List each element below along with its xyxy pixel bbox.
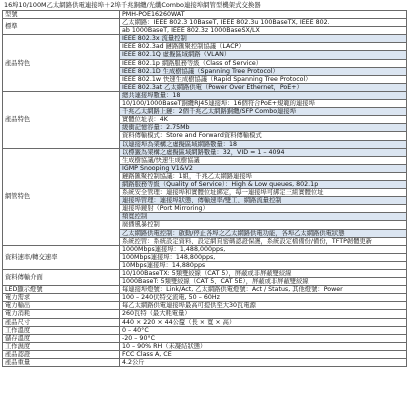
spec-label: 資料速率/轉交速率: [3, 245, 120, 269]
spec-table: [2, 10, 407, 367]
spec-value: 連接埠鏡射（Port Mirroring）: [120, 205, 407, 213]
spec-value: IEEE 802.1D 生成樹協議（Spanning Tree Protocol）: [120, 67, 407, 75]
spec-value: 緩衝記憶容量：2.75Mb: [120, 124, 407, 132]
spec-value: 系統安全管理：連接埠和實體位址綁定，每一連接埠可綁定三組實體位址: [120, 189, 407, 197]
spec-value: ab 1000BaseT, IEEE 802.3z 1000BaseSX/LX: [120, 27, 407, 35]
spec-label: 電力輸出: [3, 302, 120, 310]
spec-row: [3, 91, 407, 99]
spec-value: 10/100/1000BaseT銅纜RJ45連接埠：16個符合PoE+規範的連接埠: [120, 100, 407, 108]
spec-label: 工作濕度: [3, 342, 120, 350]
spec-value: IEEE 802.3at 乙太網路供電（Power Over Ethernet，PoE+）: [120, 83, 407, 91]
spec-label: 產品特色: [3, 91, 120, 148]
spec-value: IGMP Snooping V1&V2: [120, 164, 407, 172]
spec-label: 產品重量: [3, 359, 120, 367]
spec-value: 10 – 90% RH（未凝結狀態）: [120, 342, 407, 350]
spec-row: [3, 342, 407, 350]
spec-value: 每連接埠燈號：Link/Act, 乙太網路供電燈號：Act / Status, 其他燈號：Power: [120, 286, 407, 294]
spec-value: 10/100BaseTX: 5類雙絞線（CAT 5），屏蔽或非屏蔽雙絞線: [120, 270, 407, 278]
spec-row: [3, 148, 407, 156]
spec-row: [3, 294, 407, 302]
spec-label: 型號: [3, 11, 120, 19]
spec-value: 生成樹協議/快速生成樹協議: [120, 156, 407, 164]
spec-title: 16埠10/100M乙太網路供電連接埠＋2埠千兆銅纜/光纖Combo連接埠網管型機架式交換器: [4, 1, 261, 9]
spec-value: IEEE 802.1p 網路服務等級（Class of Service）: [120, 59, 407, 67]
spec-value: 乙太網路：IEEE 802.3 10BaseT, IEEE 802.3u 100BaseTX, IEEE 802.: [120, 19, 407, 27]
spec-row: [3, 350, 407, 358]
spec-value: IEEE 802.3ad 鏈路匯聚控制協議（LACP）: [120, 43, 407, 51]
spec-row: [3, 286, 407, 294]
spec-label: 產品尺寸: [3, 318, 120, 326]
spec-sheet: [2, 1, 407, 367]
spec-value: 連接埠管理：連接埠狀態、傳輸速率/雙工、網路流量控制: [120, 197, 407, 205]
spec-value: 頻寬控制: [120, 213, 407, 221]
spec-value: 以標籤為架構之虛擬區域網路數量：32，VID = 1 – 4094: [120, 148, 407, 156]
spec-row: [3, 326, 407, 334]
spec-value: -20 – 90°C: [120, 334, 407, 342]
spec-value: 實體位址表：4K: [120, 116, 407, 124]
spec-row: [3, 245, 407, 253]
spec-value: IEEE 802.1w 快速生成樹協議（Rapid Spanning Tree Protocol）: [120, 75, 407, 83]
spec-label: 工作溫度: [3, 326, 120, 334]
spec-value: 1000Mbps連接埠：1,488,000pps,: [120, 245, 407, 253]
spec-row: [3, 359, 407, 367]
spec-label: 電力消耗: [3, 310, 120, 318]
spec-row: [3, 334, 407, 342]
spec-value: 4.2公斤: [120, 359, 407, 367]
spec-label: LED顯示燈號: [3, 286, 120, 294]
spec-value: 千兆乙太網路上鏈：2個千兆乙太網路銅纜/SFP Combo連接埠: [120, 108, 407, 116]
spec-row: [3, 302, 407, 310]
spec-value: 系統控管：系統設定資料、設定網頁密碼認證保護，系統設定檔備份/備份，TFTP韌體更新: [120, 237, 407, 245]
spec-label: 網管特色: [3, 148, 120, 245]
spec-value: PMH-POE16260WAT: [120, 11, 407, 19]
spec-row: [3, 19, 407, 27]
spec-value: 廣播風暴控制: [120, 221, 407, 229]
spec-row: [3, 310, 407, 318]
spec-value: IEEE 802.3x 流量控制: [120, 35, 407, 43]
spec-label: 標準: [3, 19, 120, 35]
spec-label: 電力需求: [3, 294, 120, 302]
spec-value: 以連接埠為架構之虛擬區域網路數量：18: [120, 140, 407, 148]
spec-label: 產品認證: [3, 350, 120, 358]
spec-value: FCC Class A, CE: [120, 350, 407, 358]
spec-value: 100Mbps連接埠：148,800pps,: [120, 253, 407, 261]
spec-label: 儲存溫度: [3, 334, 120, 342]
spec-label: 產品特色: [3, 35, 120, 92]
spec-value: 440 × 220 × 44公釐（長 × 寬 × 高）: [120, 318, 407, 326]
spec-value: 資料傳輸模式：Store and Forward資料傳輸模式: [120, 132, 407, 140]
spec-table-body: [3, 11, 407, 367]
spec-value: 鏈路匯聚控制協議：1組，千兆乙太網路連接埠: [120, 172, 407, 180]
spec-value: IEEE 802.1Q 虛擬區域網路（VLAN）: [120, 51, 407, 59]
spec-row: [3, 318, 407, 326]
spec-value: 1000BaseT: 5類雙絞線（CAT 5、CAT 5E），屏蔽或非屏蔽雙絞線: [120, 278, 407, 286]
spec-label: 資料傳輸介面: [3, 270, 120, 286]
spec-row: [3, 270, 407, 278]
spec-value: 網路服務等級（Quality of Service）：High & Low queues, 802.1p: [120, 180, 407, 188]
spec-value: 乙太網路供電控制：啟動/停止各埠之乙太網路供電功能，各埠乙太網路供電狀態: [120, 229, 407, 237]
spec-value: 每乙太網路供電連接埠最高可提供至大30瓦電源: [120, 302, 407, 310]
spec-row: [3, 11, 407, 19]
spec-value: 100 – 240伏特交流電, 50 – 60Hz: [120, 294, 407, 302]
spec-value: 10Mbps連接埠：14,880pps: [120, 261, 407, 269]
spec-row: [3, 35, 407, 43]
spec-value: 260瓦特（最大耗電量）: [120, 310, 407, 318]
spec-value: 0 – 40°C: [120, 326, 407, 334]
spec-value: 總共連接埠數量：18: [120, 91, 407, 99]
